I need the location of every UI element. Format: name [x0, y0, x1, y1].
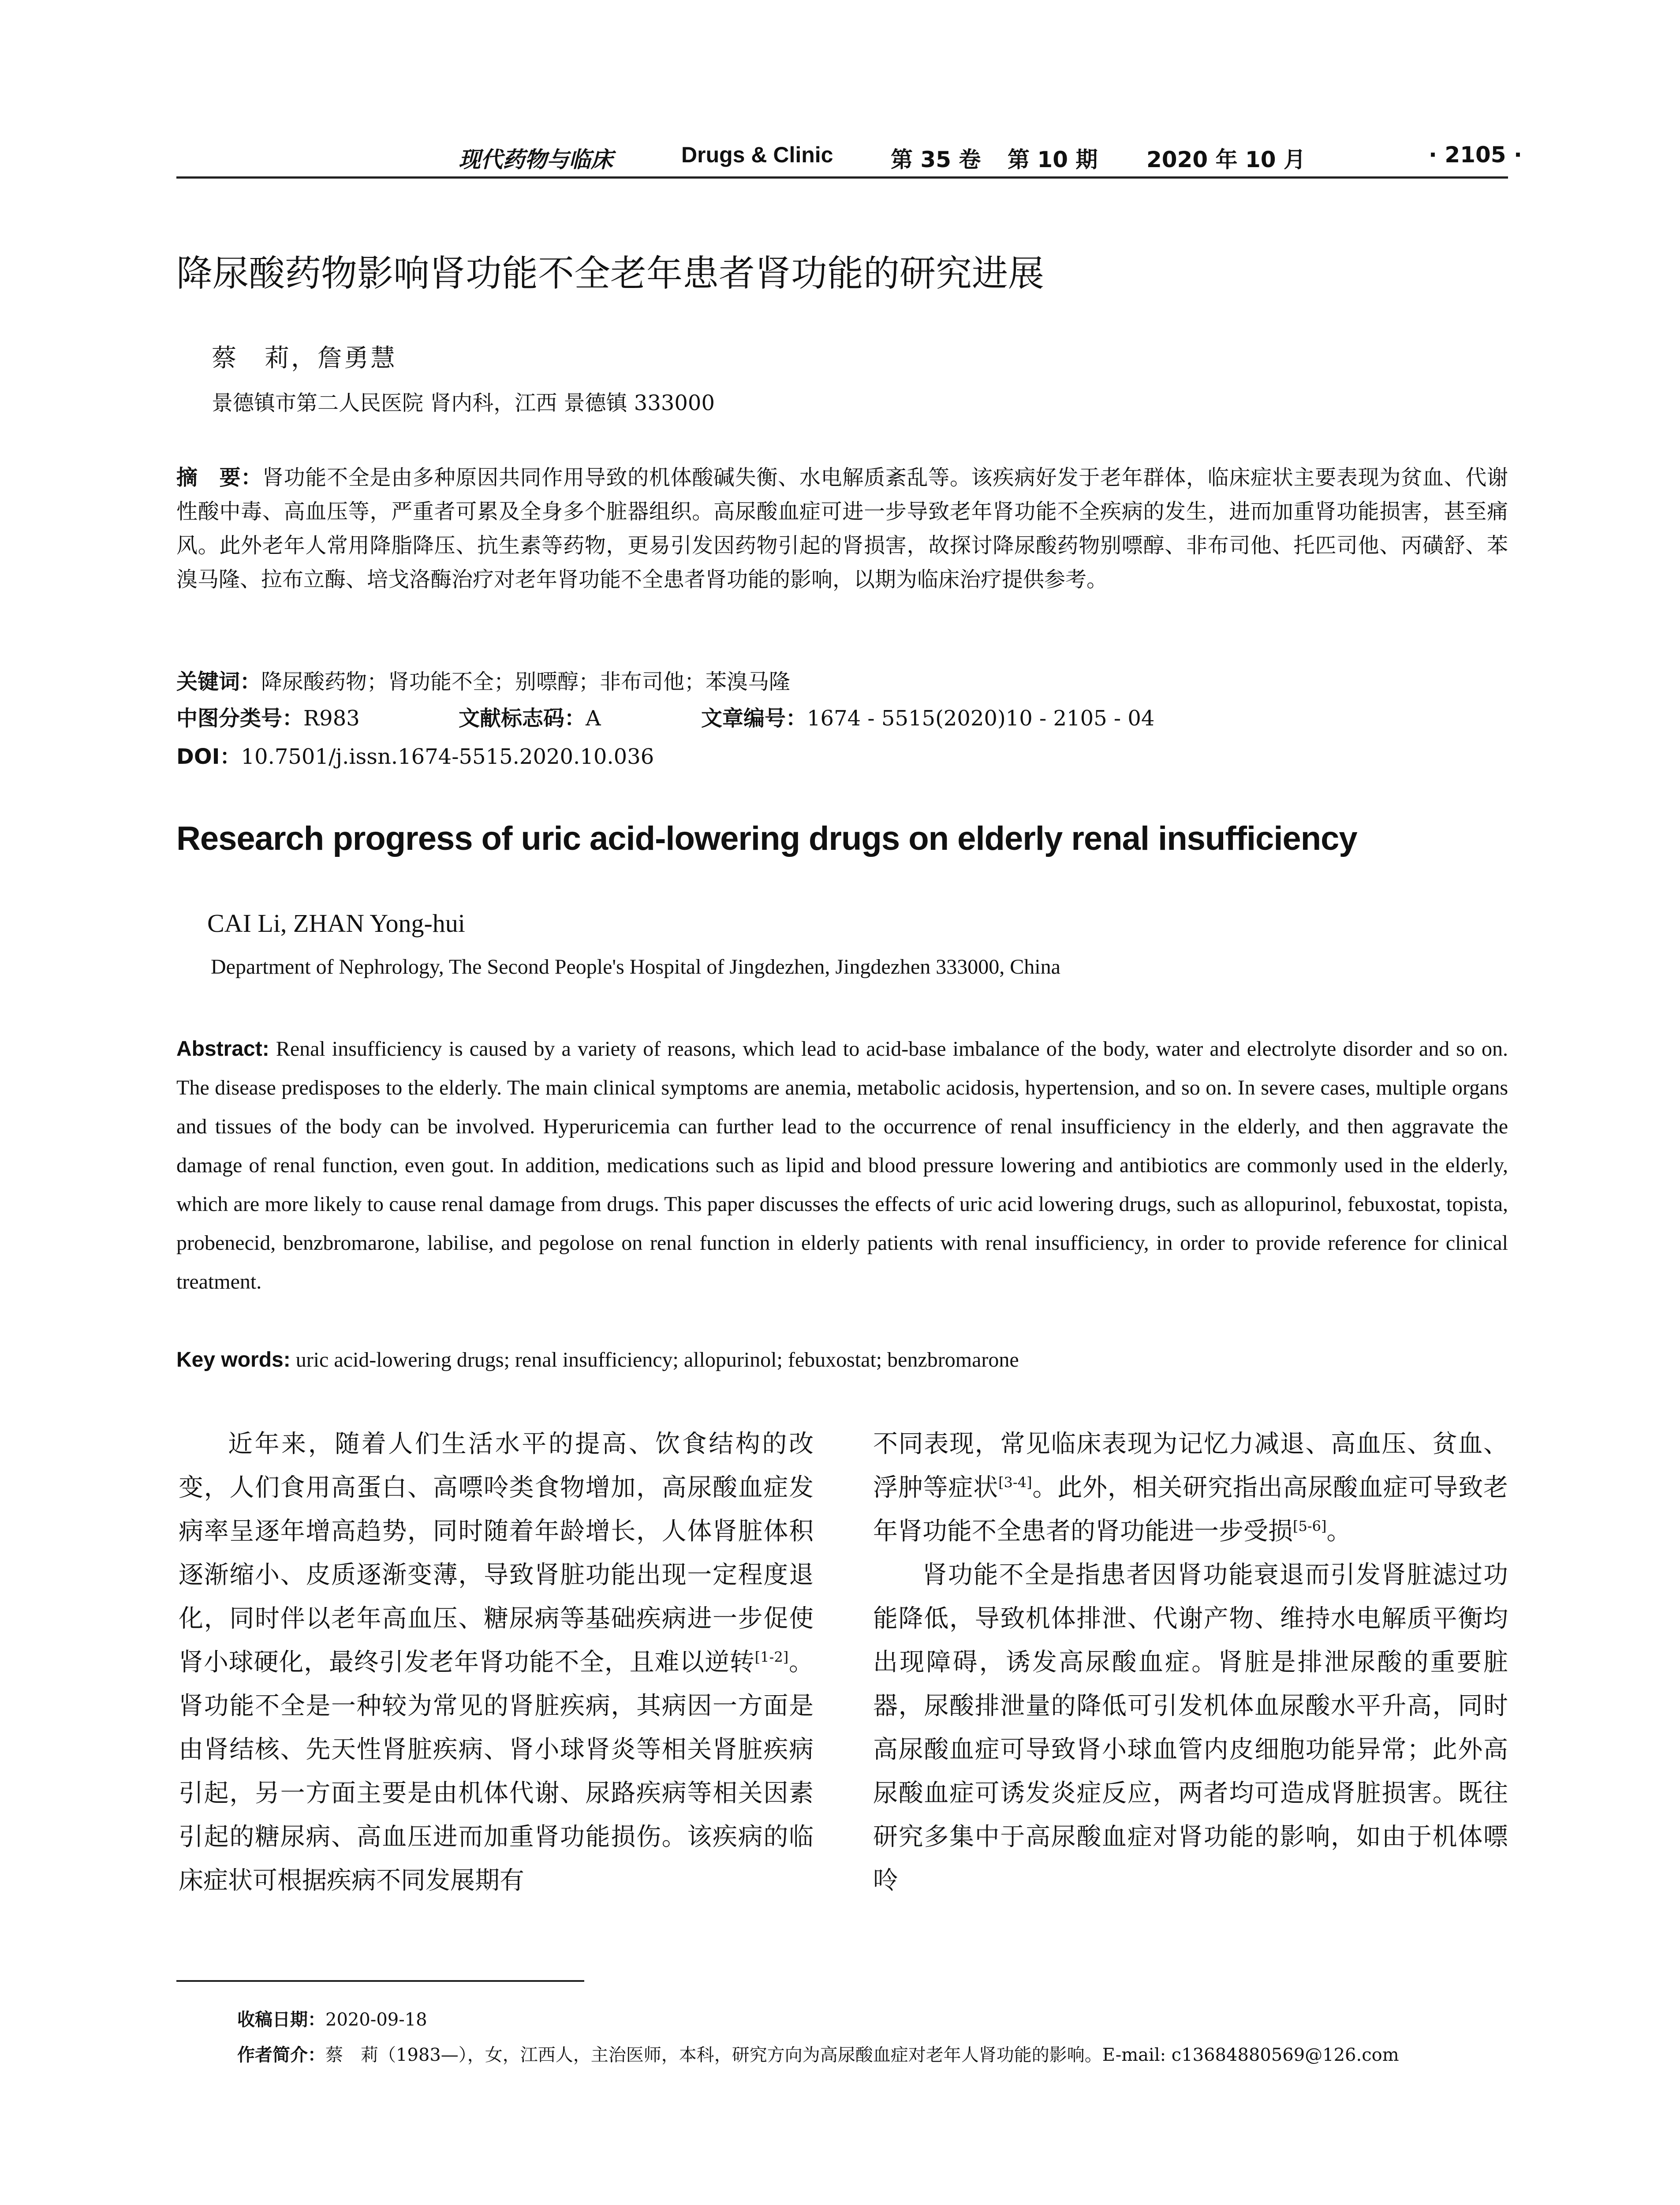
cn-keywords — [176, 665, 1508, 699]
citation-ref: [5-6] — [1293, 1517, 1327, 1535]
body-paragraph — [873, 1422, 1508, 1553]
body-text: 不同表现，常见临床表现为记忆力减退、高血压、贫血、浮肿等症状 — [873, 1430, 1508, 1502]
body-text: 肾功能不全是指患者因肾功能衰退而引发肾脏滤过功能降低，导致机体排泄、代谢产物、维持水电解质平衡均出现障碍，诱发高尿酸血症。肾脏是排泄尿酸的重要脏器，尿酸排泄量的降低可引发机体血尿酸水平升高，同时高尿酸血症可导致肾小球血管内皮细胞功能异常；此外高尿酸血症可诱发炎症反应，两者均可造成肾脏损害。既往研究多集中于高尿酸血症对肾功能的影响，如由于机体嘌呤 — [873, 1561, 1508, 1895]
en-abstract-label: Abstract: — [176, 1037, 269, 1061]
cn-affiliation: 景德镇市第二人民医院 肾内科，江西 景德镇 333000 — [212, 391, 715, 415]
article-no-value: 1674 - 5515(2020)10 - 2105 - 04 — [807, 706, 1155, 731]
doi-label: DOI： — [176, 744, 241, 769]
cn-keywords-text: 降尿酸药物；肾功能不全；别嘌醇；非布司他；苯溴马隆 — [261, 669, 791, 694]
page-number: · 2105 · — [1429, 142, 1522, 168]
cn-abstract — [176, 461, 1508, 597]
article-no-label: 文章编号： — [701, 706, 807, 731]
doi-value: 10.7501/j.issn.1674-5515.2020.10.036 — [241, 744, 654, 769]
doc-code-row — [459, 701, 601, 732]
classification-row — [176, 701, 360, 732]
doc-code-value: A — [586, 706, 601, 731]
received-label: 收稿日期： — [237, 2010, 325, 2030]
issue: 第 10 期 — [1008, 147, 1098, 172]
journal-name-en: Drugs & Clinic — [681, 142, 833, 167]
cn-abstract-text: 肾功能不全是由多种原因共同作用导致的机体酸碱失衡、水电解质紊乱等。该疾病好发于老年群体，临床症状主要表现为贫血、代谢性酸中毒、高血压等，严重者可累及全身多个脏器组织。高尿酸血症可进一步导致老年肾功能不全疾病的发生，进而加重肾功能损害，甚至痛风。此外老年人常用降脂降压、抗生素等药物，更易引发因药物引起的肾损害，故探讨降尿酸药物别嘌醇、非布司他、托匹司他、丙磺舒、苯溴马隆、拉布立酶、培戈洛酶治疗对老年肾功能不全患者肾功能的影响，以期为临床治疗提供参考。 — [176, 465, 1508, 592]
cn-article-title: 降尿酸药物影响肾功能不全老年患者肾功能的研究进展 — [176, 253, 1045, 295]
en-article-title: Research progress of uric acid-lowering drugs on elderly renal insufficiency — [176, 820, 1357, 857]
publication-date: 2020 年 10 月 — [1146, 147, 1306, 172]
volume: 第 35 卷 — [891, 147, 981, 172]
cn-keywords-label: 关键词： — [176, 669, 261, 694]
article-no-row — [701, 701, 1154, 732]
body-text: 。此外，相关研究指出高尿酸血症可导致老年肾功能不全患者的肾功能进一步受损 — [873, 1473, 1508, 1546]
clc-label: 中图分类号： — [176, 706, 304, 731]
en-affiliation: Department of Nephrology, The Second People's Hospital of Jingdezhen, Jingdezhen 333000, China — [211, 955, 1060, 979]
en-keywords — [176, 1341, 1508, 1379]
cn-authors: 蔡 莉，詹勇慧 — [212, 344, 397, 373]
citation-ref: [3-4] — [998, 1474, 1032, 1491]
header-rule — [176, 176, 1508, 179]
en-keywords-text: uric acid-lowering drugs; renal insufficiency; allopurinol; febuxostat; benzbromarone — [295, 1348, 1019, 1372]
en-abstract — [176, 1030, 1508, 1301]
cn-abstract-label: 摘 要： — [176, 465, 262, 490]
body-paragraph — [179, 1422, 814, 1902]
received-date-note — [237, 2006, 427, 2031]
body-paragraph — [873, 1553, 1508, 1902]
citation-ref: [1-2] — [754, 1648, 789, 1666]
en-keywords-label: Key words: — [176, 1348, 291, 1372]
journal-name-cn: 现代药物与临床 — [459, 146, 613, 172]
en-abstract-text: Renal insufficiency is caused by a variety of reasons, which lead to acid-base imbalance of the body, water and electrolyte disorder and so on. The disease predisposes to the elderly. The main clinical symptoms are anemia, metabolic acidosis, hypertension, and so on. In severe cases, multiple organs and tissues of the body can be involved. Hyperuricemia can further lead to the occurrence of renal insufficiency in the elderly, and then aggravate the damage of renal function, even gout. In addition, medications such as lipid and blood pressure lowering and antibiotics are commonly used in the elderly, which are more likely to cause renal damage from drugs. This paper discusses the effects of uric acid lowering drugs, such as allopurinol, febuxostat, topista, probenecid, benzbromarone, labilise, and pegolose on renal function in elderly patients with renal insufficiency, in order to provide reference for clinical treatment. — [176, 1037, 1508, 1293]
author-bio-label: 作者简介： — [237, 2045, 325, 2065]
body-right-column — [873, 1422, 1508, 1902]
body-text: 。 — [1326, 1517, 1351, 1546]
body-text: 。肾功能不全是一种较为常见的肾脏疾病，其病因一方面是由肾结核、先天性肾脏疾病、肾小球肾炎等相关肾脏疾病引起，另一方面主要是由机体代谢、尿路疾病等相关因素引起的糖尿病、高血压进而加重肾功能损伤。该疾病的临床症状可根据疾病不同发展期有 — [179, 1648, 814, 1895]
doi-row — [176, 740, 654, 770]
body-text: 近年来，随着人们生活水平的提高、饮食结构的改变，人们食用高蛋白、高嘌呤类食物增加，高尿酸血症发病率呈逐年增高趋势，同时随着年龄增长，人体肾脏体积逐渐缩小、皮质逐渐变薄，导致肾脏功能出现一定程度退化，同时伴以老年高血压、糖尿病等基础疾病进一步促使肾小球硬化，最终引发老年肾功能不全，且难以逆转 — [179, 1430, 814, 1677]
footnote-rule — [176, 1980, 584, 1982]
clc-value: R983 — [303, 706, 360, 731]
en-authors: CAI Li, ZHAN Yong-hui — [207, 909, 465, 938]
received-value: 2020-09-18 — [325, 2010, 427, 2030]
author-bio-note — [237, 2041, 1399, 2066]
body-left-column — [179, 1422, 814, 1902]
doc-code-label: 文献标志码： — [459, 706, 586, 731]
author-bio-text: 蔡 莉（1983—），女，江西人，主治医师，本科，研究方向为高尿酸血症对老年人肾功能的影响。E-mail: c13684880569@126.com — [325, 2045, 1399, 2065]
